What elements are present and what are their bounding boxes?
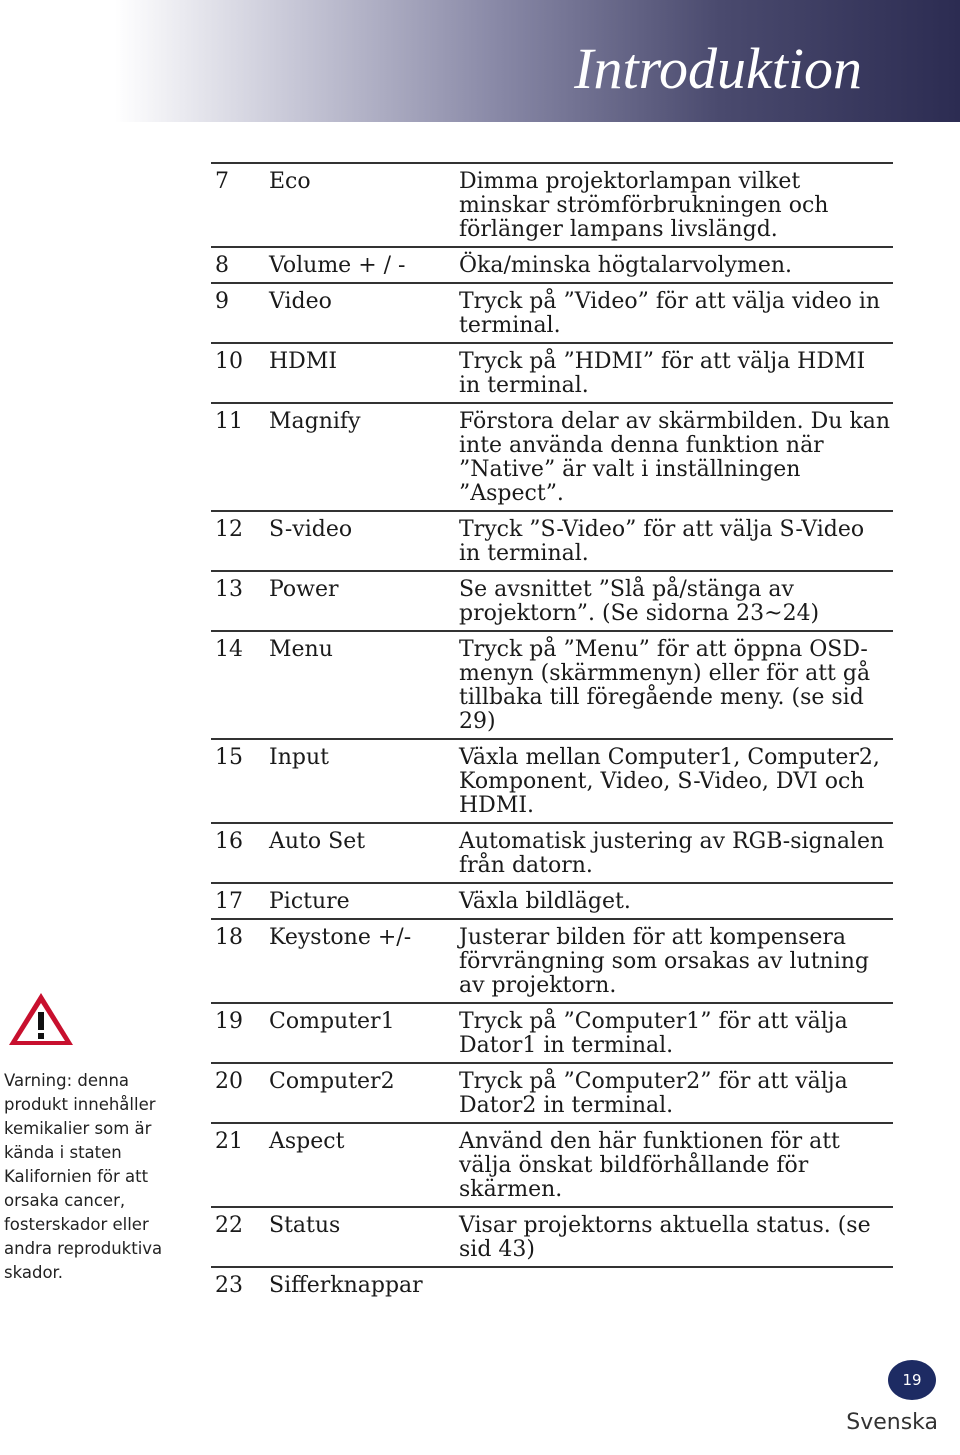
- table-row: [211, 284, 893, 344]
- table-row: [211, 1208, 893, 1268]
- table-row: [211, 1064, 893, 1124]
- button-description: Tryck ”S-Video” för att välja S-Video in terminal.: [459, 517, 865, 566]
- warning-triangle-icon: [6, 990, 179, 1055]
- button-name: S-video: [269, 517, 353, 542]
- button-description: [459, 1274, 891, 1298]
- row-number: 10: [215, 349, 243, 374]
- button-description: Använd den här funktionen för att välja önskat bildförhållande för skärmen.: [459, 1129, 840, 1202]
- table-row: [211, 344, 893, 404]
- button-name: Picture: [269, 889, 350, 914]
- button-name: Input: [269, 745, 329, 770]
- row-number: 20: [215, 1069, 243, 1094]
- button-description: Öka/minska högtalarvolymen.: [459, 253, 792, 278]
- table-row: [211, 740, 893, 824]
- table-row: [211, 164, 893, 248]
- row-number: 23: [215, 1273, 243, 1298]
- button-name: Menu: [269, 637, 333, 662]
- button-name: HDMI: [269, 349, 338, 374]
- warning-text: Varning: denna produkt innehåller kemikalier som är kända i staten Kalifornien för att orsaka cancer, fosterskador eller andra reproduktiva skador.: [4, 1071, 163, 1282]
- row-number: 19: [215, 1009, 243, 1034]
- button-name: Volume + / -: [269, 253, 406, 278]
- table-row: [211, 632, 893, 740]
- row-number: 9: [215, 289, 229, 314]
- button-description: Förstora delar av skärmbilden. Du kan inte använda denna funktion när ”Native” är valt i inställningen ”Aspect”.: [459, 409, 891, 506]
- button-name: Computer1: [269, 1009, 395, 1034]
- button-name: Status: [269, 1213, 341, 1238]
- button-description-table: [211, 162, 893, 1302]
- row-number: 12: [215, 517, 243, 542]
- row-number: 17: [215, 889, 243, 914]
- button-description: Tryck på ”Menu” för att öppna OSD-menyn (skärmmenyn) eller för att gå tillbaka till föregående meny. (se sid 29): [459, 637, 871, 734]
- table-row: [211, 248, 893, 284]
- button-description: Tryck på ”Computer1” för att välja Dator1 in terminal.: [459, 1009, 848, 1058]
- button-description: Växla mellan Computer1, Computer2, Komponent, Video, S-Video, DVI och HDMI.: [459, 745, 880, 818]
- row-number: 21: [215, 1129, 243, 1154]
- table-row: [211, 404, 893, 512]
- button-name: Eco: [269, 169, 311, 194]
- table-row: [211, 1004, 893, 1064]
- button-name: Video: [269, 289, 332, 314]
- page-title: Introduktion: [574, 36, 862, 101]
- button-name: Keystone +/-: [269, 925, 412, 950]
- button-description: Justerar bilden för att kompensera förvrängning som orsakas av lutning av projektorn.: [459, 925, 869, 998]
- row-number: 8: [215, 253, 229, 278]
- button-name: Aspect: [269, 1129, 345, 1154]
- button-name: Auto Set: [269, 829, 366, 854]
- button-name: Sifferknappar: [269, 1273, 423, 1298]
- button-name: Power: [269, 577, 339, 602]
- table-row: [211, 512, 893, 572]
- row-number: 15: [215, 745, 243, 770]
- table-row: [211, 824, 893, 884]
- button-description: Se avsnittet ”Slå på/stänga av projektorn”. (Se sidorna 23~24): [459, 577, 820, 626]
- table-row: [211, 920, 893, 1004]
- language-label: Svenska: [846, 1410, 938, 1435]
- row-number: 14: [215, 637, 243, 662]
- page-number-badge: 19: [888, 1360, 936, 1400]
- row-number: 7: [215, 169, 229, 194]
- row-number: 16: [215, 829, 243, 854]
- button-description: Visar projektorns aktuella status. (se sid 43): [459, 1213, 871, 1262]
- table-row: [211, 884, 893, 920]
- warning-note: [4, 990, 179, 1285]
- table-row: [211, 572, 893, 632]
- row-number: 18: [215, 925, 243, 950]
- row-number: 22: [215, 1213, 243, 1238]
- row-number: 11: [215, 409, 243, 434]
- row-number: 13: [215, 577, 243, 602]
- table-row: [211, 1268, 893, 1302]
- button-description: Automatisk justering av RGB-signalen från datorn.: [459, 829, 885, 878]
- button-description: Växla bildläget.: [459, 889, 631, 914]
- button-name: Magnify: [269, 409, 361, 434]
- button-name: Computer2: [269, 1069, 395, 1094]
- button-description: Tryck på ”HDMI” för att välja HDMI in terminal.: [459, 349, 866, 398]
- button-description: Dimma projektorlampan vilket minskar strömförbrukningen och förlänger lampans livslängd.: [459, 169, 829, 242]
- button-description: Tryck på ”Video” för att välja video in terminal.: [459, 289, 881, 338]
- table-row: [211, 1124, 893, 1208]
- button-description: Tryck på ”Computer2” för att välja Dator2 in terminal.: [459, 1069, 848, 1118]
